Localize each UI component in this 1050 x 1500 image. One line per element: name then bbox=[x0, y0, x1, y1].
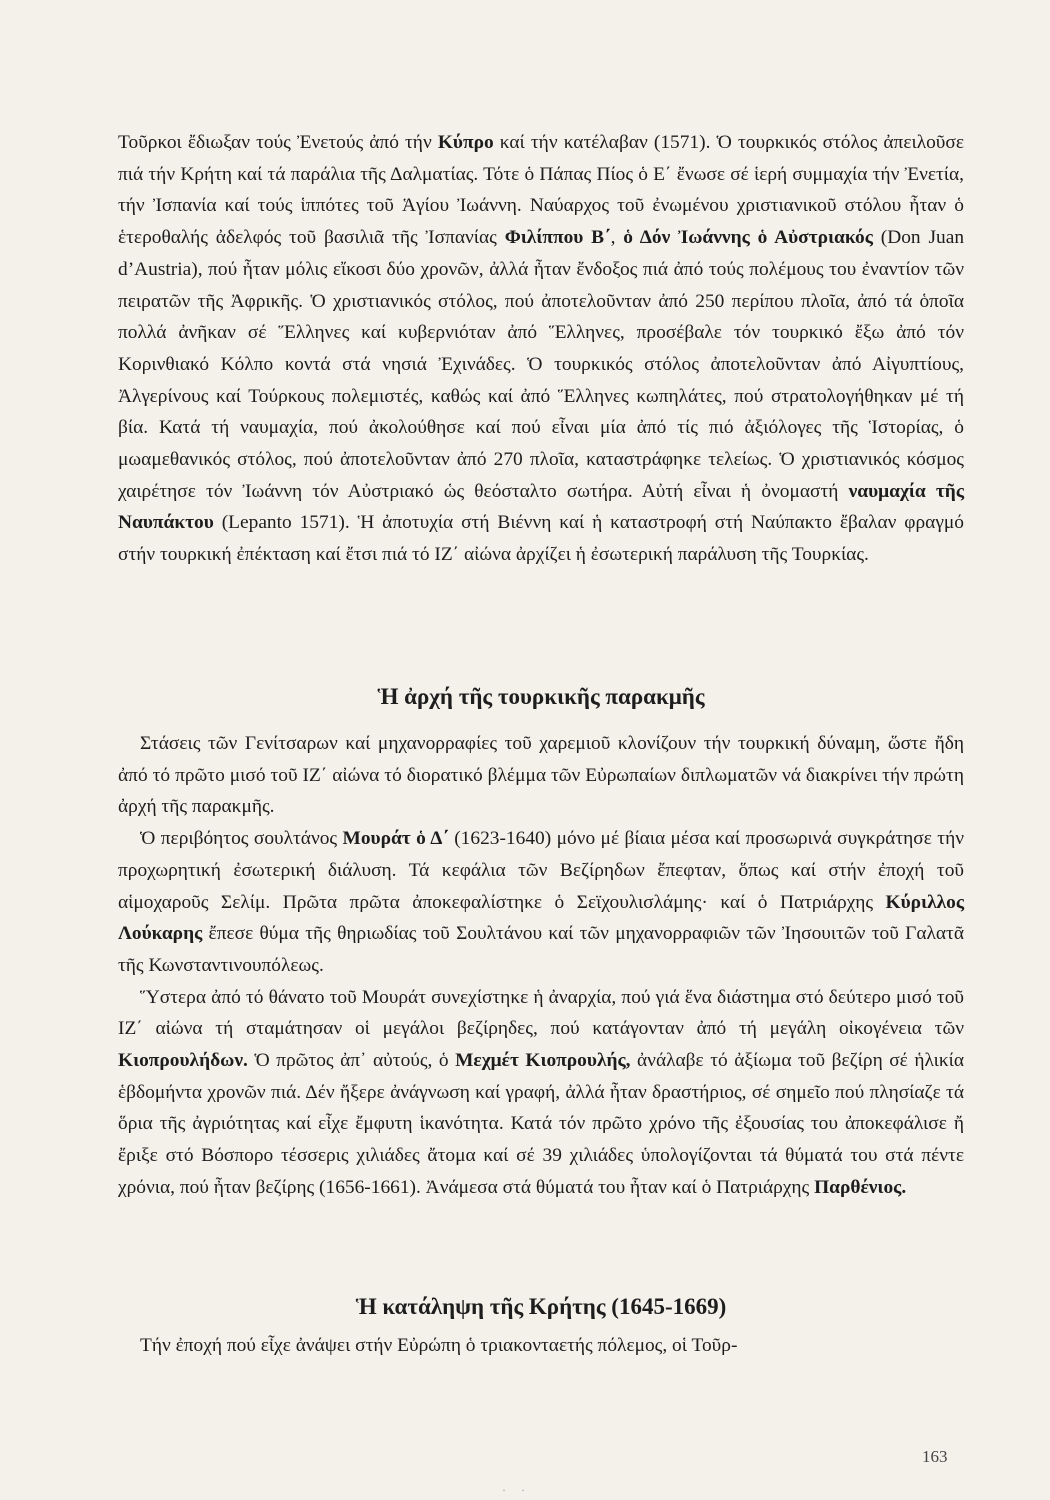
text-run: , bbox=[610, 227, 624, 249]
text-run: ἔπεσε θύμα τῆς θηριωδίας τοῦ Σουλτάνου καί τῶν μηχανορραφιῶν τῶν Ἰησουιτῶν τοῦ Γαλατᾶ τῆς Κωνσταντινουπόλεως. bbox=[118, 923, 964, 976]
paragraph-thirty-years-war: Τήν ἐποχή πού εἶχε ἀνάψει στήν Εὐρώπη ὁ τριακονταετής πόλεμος, οἱ Τοῦρ- bbox=[140, 1335, 738, 1356]
paragraph-janissaries: Στάσεις τῶν Γενίτσαρων καί μηχανορραφίες τοῦ χαρεμιοῦ κλονίζουν τήν τουρκική δύναμη, ὥστε ἤδη ἀπό τό πρῶτο μισό τοῦ ΙΖ΄ αἰώνα τό διορατικό βλέμμα τῶν Εὐρωπαίων διπλωματῶν νά διακρίνει τήν πρώτη ἀρχή τῆς παρακμῆς. bbox=[118, 733, 964, 818]
body-text-section-3 bbox=[118, 1330, 964, 1362]
section-heading-decline: Ἡ ἀρχή τῆς τουρκικῆς παρακμῆς bbox=[377, 684, 705, 709]
paragraph-lepanto bbox=[118, 127, 964, 571]
text-run: (1623-1640) μόνο μέ βίαια μέσα καί προσωρινά συγκράτησε τήν προχωρητική ἐσωτερική διάλυση. Τά κεφάλια τῶν Βεζίρηδων ἔπεφταν, ὅπως καί στήν ἐποχή τοῦ αἱμοχαροῦς Σελίμ. Πρῶτα πρῶτα ἀποκεφαλίστηκε ὁ Σεϊχουλισλάμης· καί ὁ Πατριάρχης bbox=[118, 828, 964, 913]
bold-term-loukaris: Κύριλλος Λούκαρης bbox=[118, 891, 964, 945]
body-text-section-2 bbox=[118, 728, 964, 1204]
bold-term-don-juan: ὁ Δόν Ἰωάννης ὁ Αὐστριακός bbox=[623, 227, 873, 249]
text-run: (Don Juan d’Austria), πού ἦταν μόλις εἴκοσι δύο χρονῶν, ἀλλά ἦταν ἔνδοξος πιά ἀπό τούς πολέμους του ἐναντίον τῶν πειρατῶν τῆς Ἀφρικῆς. Ὁ χριστιανικός στόλος, πού ἀποτελοῦνταν ἀπό 250 περίπου πλοῖα, ἀπό τά ὁποῖα πολλά ἀνῆκαν σέ Ἕλληνες καί κυβερνιόταν ἀπό Ἕλληνες, προσέβαλε τόν τουρκικό ἔξω ἀπό τόν Κορινθιακό Κόλπο κοντά στά νησιά Ἐχινάδες. Ὁ τουρκικός στόλος ἀποτελοῦνταν ἀπό Αἰγυπτίους, Ἀλγερίνους καί Τούρκους πολεμιστές, καθώς καί ἀπό Ἕλληνες κωπηλάτες, πού στρατολογήθηκαν μέ τή βία. Κατά τή ναυμαχία, πού ἀκολούθησε καί πού εἶναι μία ἀπό τίς πιό ἀξιόλογες τῆς Ἱστορίας, ὁ μωαμεθανικός στόλος, πού ἀποτελοῦνταν ἀπό 270 πλοῖα, καταστράφηκε τελείως. Ὁ χριστιανικός κόσμος χαιρέτησε τόν Ἰωάννη τόν Αὐστριακό ὡς θεόσταλτο σωτήρα. Αὐτή εἶναι ἡ ὀνομαστή bbox=[118, 227, 965, 502]
paragraph-murad bbox=[118, 823, 964, 982]
text-run: Ὕστερα ἀπό τό θάνατο τοῦ Μουράτ συνεχίστηκε ἡ ἀναρχία, πού γιά ἕνα διάστημα στό δεύτερο μισό τοῦ ΙΖ΄ αἰώνα τή σταμάτησαν οἱ μεγάλοι βεζίρηδες, πού κατάγονταν ἀπό τή μεγάλη οἰκογένεια τῶν bbox=[118, 986, 964, 1040]
bold-term-cyprus: Κύπρο bbox=[437, 132, 494, 153]
bold-term-philip: Φιλίππου Β΄ bbox=[504, 227, 611, 249]
bold-term-murad: Μουράτ ὁ Δ΄ bbox=[342, 828, 449, 850]
bold-term-naupaktos: ναυμαχία τῆς Ναυπάκτου bbox=[118, 480, 965, 534]
body-text-section-1 bbox=[118, 127, 964, 571]
bold-term-koprulu-family: Κιοπρουλήδων. bbox=[118, 1050, 248, 1072]
scan-specks: · · bbox=[502, 1483, 531, 1497]
paragraph-koprulu bbox=[118, 982, 964, 1204]
text-run: Ὁ περιβόητος σουλτάνος bbox=[140, 828, 343, 850]
text-run: Τοῦρκοι ἔδιωξαν τούς Ἐνετούς ἀπό τήν bbox=[118, 132, 438, 153]
bold-term-mehmet: Μεχμέτ Κιοπρουλής, bbox=[455, 1050, 631, 1072]
page-number: 163 bbox=[922, 1447, 948, 1466]
section-heading-crete: Ἡ κατάληψη τῆς Κρήτης (1645-1669) bbox=[355, 1294, 727, 1319]
text-run: Ὁ πρῶτος ἀπ᾽ αὐτούς, ὁ bbox=[247, 1050, 456, 1072]
text-run: ἀνάλαβε τό ἀξίωμα τοῦ βεζίρη σέ ἡλικία ἑβδομήντα χρονῶν πιά. Δέν ἤξερε ἀνάγνωση καί γραφή, ἀλλά ἦταν δραστήριος, σέ σημεῖο πού πλησίαζε τά ὅρια τῆς ἀγριότητας καί εἶχε ἔμφυτη ἱκανότητα. Κατά τόν πρῶτο χρόνο τῆς ἐξουσίας του ἀποκεφάλισε ἤ ἔριξε στό Βόσπορο τέσσερις χιλιάδες ἄτομα καί σέ 39 χιλιάδες ὑπολογίζονται τά θύματά του στά πέντε χρόνια, πού ἦταν βεζίρης (1656-1661). Ἀνάμεσα στά θύματά του ἦταν καί ὁ Πατριάρχης bbox=[118, 1050, 964, 1198]
text-run: καί τήν κατέλαβαν (1571). Ὁ τουρκικός στόλος ἀπειλοῦσε πιά τήν Κρήτη καί τά παράλια τῆς Δαλματίας. Τότε ὁ Πάπας Πίος ὁ Ε΄ ἔνωσε σέ ἱερή συμμαχία τήν Ἐνετία, τήν Ἰσπανία καί τούς ἱππότες τοῦ Ἁγίου Ἰωάννη. Ναύαρχος τοῦ ἐνωμένου χριστιανικοῦ στόλου ἦταν ὁ ἑτεροθαλής ἀδελφός τοῦ βασιλιᾶ τῆς Ἰσπανίας bbox=[118, 132, 964, 249]
bold-term-parthenios: Παρθένιος. bbox=[814, 1176, 907, 1198]
text-run: (Lepanto 1571). Ἡ ἀποτυχία στή Βιέννη καί ἡ καταστροφή στή Ναύπακτο ἔβαλαν φραγμό στήν τουρκική ἐπέκταση καί ἔτσι πιά τό ΙΖ΄ αἰώνα ἀρχίζει ἡ ἐσωτερική παράλυση τῆς Τουρκίας. bbox=[118, 512, 964, 566]
